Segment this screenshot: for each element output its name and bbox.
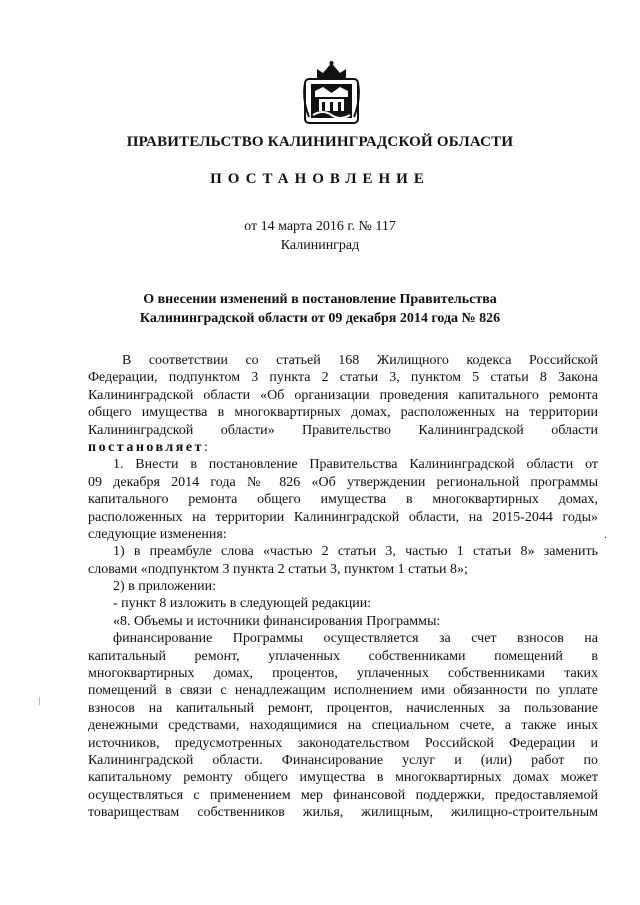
body-line: Калининградской области «Об организации проведения капитального ремонта <box>88 387 598 403</box>
resolves-word: постановляет <box>88 439 204 455</box>
subject-line: О внесении изменений в постановление Правительства <box>143 292 497 307</box>
body-line: капитальному ремонту общего имущества в многоквартирных домах может <box>88 770 598 786</box>
body-line: 2) в приложении: <box>113 579 216 595</box>
subject-line: Калининградской области от 09 декабря 2014 года № 826 <box>139 311 501 326</box>
body-line: помещений в связи с ненадлежащим исполнением ими обязанности по уплате <box>88 683 598 699</box>
body-line: многоквартирных домах, процентов, уплаченных собственниками таких <box>88 666 598 682</box>
body-line: словами «подпунктом 3 пункта 2 статьи 3, пунктом 1 статьи 8»; <box>88 561 468 577</box>
body-line: расположенных на территории Калининградской области, на 2015-2044 годы» <box>88 509 598 525</box>
number-prefix: № <box>358 219 372 234</box>
body-line: В соответствии со статьей 168 Жилищного кодекса Российской <box>122 353 598 368</box>
body-line: - пункт 8 изложить в следующей редакции: <box>113 596 372 612</box>
body-line: товариществам собственников жилья, жилищным, жилищно-строительным <box>88 805 598 821</box>
document-number: 117 <box>375 219 396 234</box>
body-line: общего имущества в многоквартирных домах, расположенных на территории <box>88 405 598 421</box>
scan-artifact <box>39 697 40 705</box>
body-line: источников, предусмотренных законодательством Российской Федерации и <box>88 735 598 751</box>
coat-of-arms-emblem <box>303 59 360 125</box>
body-line: 09 декабря 2014 года № 826 «Об утверждении региональной программы <box>88 474 598 490</box>
date-number-line <box>0 219 640 235</box>
body-line: капитальный ремонт, уплаченных собственниками помещений в <box>88 648 598 664</box>
body-line: 1. Внести в постановление Правительства Калининградской области от <box>113 457 598 473</box>
body-line: следующие изменения: <box>88 526 227 542</box>
document-date: 14 марта 2016 г. <box>260 219 356 234</box>
body-line: денежными средствами, находящимися на специальном счете, а также иных <box>88 718 598 734</box>
document-subject <box>0 290 640 328</box>
date-prefix: от <box>244 219 258 234</box>
document-city: Калининград <box>280 238 360 253</box>
body-line: капитального ремонта общего имущества в многоквартирных домах, <box>88 492 598 508</box>
document-type: ПОСТАНОВЛЕНИЕ <box>210 171 430 187</box>
body-line: «8. Объемы и источники финансирования Программы: <box>113 613 441 629</box>
body-line <box>88 439 598 456</box>
body-line: взносов на капитальный ремонт, процентов, начисленных за пользование <box>88 700 598 716</box>
resolves-colon: : <box>203 439 208 455</box>
body-line: Калининградской области» Правительство Калининградской области <box>88 422 598 438</box>
document-body <box>88 352 598 822</box>
body-line: Калининградской области. Финансирование услуг и (или) работ по <box>88 752 598 768</box>
body-line: 1) в преамбуле слова «частью 2 статьи 3, частью 1 статьи 8» заменить <box>113 544 598 560</box>
margin-mark: . <box>604 527 607 541</box>
organization-title: ПРАВИТЕЛЬСТВО КАЛИНИНГРАДСКОЙ ОБЛАСТИ <box>126 134 514 150</box>
body-line: финансирование Программы осуществляется за счет взносов на <box>113 631 598 647</box>
body-line: осуществляться с применением мер финансовой поддержки, предоставляемой <box>88 787 598 803</box>
body-line: Федерации, подпунктом 3 пункта 2 статьи 3, пунктом 5 статьи 8 Закона <box>88 370 598 386</box>
